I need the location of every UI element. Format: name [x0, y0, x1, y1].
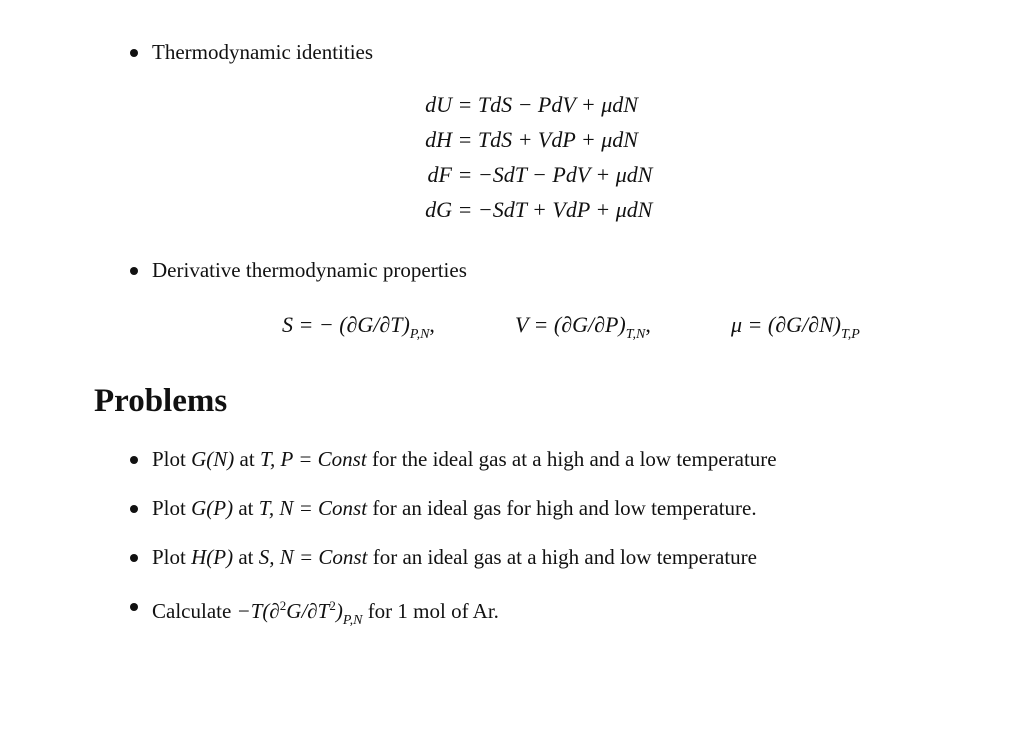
problems-heading-wrap	[94, 382, 227, 420]
equation-subscript: T,P	[840, 327, 860, 342]
problems-heading: Problems	[94, 383, 228, 419]
equation-rhs: = TdS + VdP + μdN	[457, 127, 638, 152]
bullet-icon	[130, 554, 138, 562]
bullet-icon	[130, 267, 138, 275]
problem-math: G(P)	[191, 496, 234, 520]
derivative-equation-S	[282, 312, 435, 348]
derivative-equation-V	[515, 312, 651, 348]
equation-rhs: = −SdT − PdV + μdN	[457, 162, 653, 187]
equation-dG	[392, 197, 652, 223]
equation-main: V = (∂G/∂P)	[515, 312, 626, 337]
problem-math: T, N = Const	[258, 496, 368, 520]
equation-separator: ,	[429, 312, 435, 337]
problem-item-4	[152, 594, 499, 633]
bullet-icon	[130, 49, 138, 57]
equation-main: S = − (∂G/∂T)	[282, 312, 410, 337]
problem-text: for an ideal gas at a high and low temperature	[367, 545, 757, 569]
problem-text: Calculate	[152, 599, 237, 623]
problem-math: T, P = Const	[259, 447, 367, 471]
section-title-derivatives: Derivative thermodynamic properties	[152, 258, 467, 282]
problem-text: Plot	[152, 496, 192, 520]
problem-math: H(P)	[191, 545, 234, 569]
problem-math: S, N = Const	[258, 545, 368, 569]
problem-subscript: P,N	[342, 613, 363, 628]
problem-item-1	[152, 447, 777, 471]
equation-rhs: = −SdT + VdP + μdN	[457, 197, 653, 222]
bullet-icon	[130, 456, 138, 464]
problem-text: at	[234, 447, 260, 471]
equation-rhs: = TdS − PdV + μdN	[457, 92, 638, 117]
equation-subscript: P,N	[409, 327, 430, 342]
equation-separator: ,	[645, 312, 651, 337]
problem-text: for 1 mol of Ar.	[362, 599, 499, 623]
equation-dU	[392, 92, 638, 118]
bullet-icon	[130, 505, 138, 513]
equation-dF	[392, 162, 652, 188]
bullet-icon	[130, 603, 138, 611]
problem-math: )	[335, 599, 343, 623]
problem-superscript: 2	[329, 598, 336, 613]
equation-lhs: dG	[425, 197, 452, 222]
section-title-identities: Thermodynamic identities	[152, 40, 374, 64]
problem-text: at	[233, 496, 259, 520]
problem-text: at	[233, 545, 259, 569]
problem-math: G(N)	[191, 447, 235, 471]
equation-lhs: dU	[425, 92, 452, 117]
problem-superscript: 2	[279, 598, 287, 613]
problem-text: Plot	[152, 447, 192, 471]
equation-dH	[392, 127, 638, 153]
problem-text: Plot	[152, 545, 192, 569]
problem-math: G/∂T	[286, 599, 330, 623]
equation-lhs: dH	[425, 127, 452, 152]
problem-item-3	[152, 545, 757, 569]
equation-lhs: dF	[427, 162, 452, 187]
equation-main: μ = (∂G/∂N)	[731, 312, 841, 337]
problem-text: for an ideal gas for high and low temperature.	[367, 496, 757, 520]
problem-text: for the ideal gas at a high and a low temperature	[366, 447, 777, 471]
equation-subscript: T,N	[625, 327, 646, 342]
problem-math: −T(∂	[236, 599, 280, 623]
derivative-equation-mu	[731, 312, 860, 348]
problem-item-2	[152, 496, 757, 520]
